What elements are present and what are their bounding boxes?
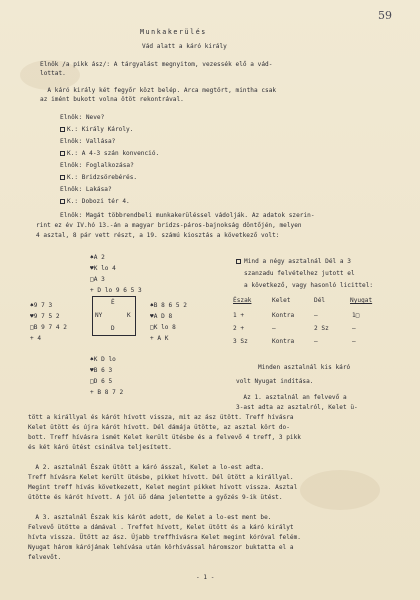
dialogue-line: Elnök: Vallása? [60,138,116,145]
checkbox-square [60,151,65,156]
paragraph-line: és két káró ütést csinálva teljesített. [28,444,172,451]
dialogue-line: K.: A 4-3 szán konvenció. [60,150,159,157]
paragraph-line: Megint treff hívás következett, Kelet megint pikket hívott vissza. Asztal [28,484,298,491]
intro-line: lottat. [40,70,66,77]
east-diamonds: □K lo 8 [150,324,176,331]
lead-text-line: Minden asztalnál kis káró [258,364,351,371]
west-hearts: ♥9 7 5 2 [30,313,60,320]
north-spades: ♠A 2 [90,254,105,261]
north-diamonds: □A 3 [90,276,105,283]
paragraph-line: felvevőt. [28,554,62,561]
checkbox-square [60,175,65,180]
compass-east: K [127,312,131,319]
dialogue-line: Elnök: Lakása? [60,186,112,193]
east-hearts: ♥A D 8 [150,313,173,320]
right-text-line: Mind a négy asztalnál Dél a 3 [244,258,351,265]
compass-west: NY [95,312,103,319]
east-spades: ♠B 8 6 5 2 [150,302,187,309]
paragraph-line: tött a királlyal és kárót hívott vissza, mit az ász ütött. Treff hívásra [28,414,294,421]
paragraph-line: ütötte és kárót hívott. A jól üő dáma jelentette a győzés 9-ik ütést. [28,494,283,501]
paragraph-line: Treff hívásra Kelet került ütésbe, pikket hívott. Dél ütött a királlyal. [28,474,294,481]
west-diamonds: □B 9 7 4 2 [30,324,67,331]
south-diamonds: □D 6 5 [90,378,113,385]
west-clubs: + 4 [30,335,42,342]
bid-cell: 1 + [233,312,245,319]
bid-cell: 3 Sz [233,338,248,345]
south-spades: ♠K D lo [90,356,116,363]
right-text-line: szanzadu felvételhez jutott el [244,270,355,277]
paragraph-line: bott. Treff hívásra ismét Kelet került ütésbe és a felvevő 4 treff, 3 pikk [28,434,301,441]
bid-cell: 2 Sz [314,325,329,332]
bid-cell: — [352,338,356,345]
paragraph-line: 4 asztal, 8 pár vett részt, a 19. számú kiosztás a következő volt: [36,232,280,239]
compass-south: D [111,325,115,332]
dialogue-line: K.: Dobozi tér 4. [60,198,130,205]
lead-text-line: volt Nyugat indítása. [236,378,314,385]
paragraph-line: Kelet ütött és újra kárót hívott. Dél dámája ütötte, az asztal kört do- [28,424,290,431]
handwritten-page-number: 59 [378,9,393,22]
paragraph-line: rint ez év IV.hó 13.-án a magyar bridzs-páros-bajnokság döntőjén, melyen [36,222,302,229]
north-hearts: ♥K lo 4 [90,265,116,272]
document-title: Munkakerülés [140,28,207,36]
dialogue-line: Elnök: Foglalkozása? [60,162,134,169]
intro-line: A káró király két fegyőr közt belép. Arca megtört, mintha csak [40,87,277,94]
footer-page-number: - 1 - [196,574,215,581]
paragraph-line: hívta vissza. Ütött az ász. Újabb treffhívásra Kelet megint kóróval felém. [28,534,301,541]
paper-stain [300,470,380,510]
bid-header-east: Kelet [272,297,291,304]
paragraph-line: A 3. asztalnál Észak kis kárót adott, de Kelet a lo-est ment be. [28,514,272,521]
bid-header-north: Észak [233,297,252,304]
paragraph-line: Felvevő ütötte a dámával . Treffet hívott, Kelet ütött és a káró királyt [28,524,294,531]
checkbox-square [60,199,65,204]
west-spades: ♠9 7 3 [30,302,53,309]
dialogue-line: K.: Bridzsörebérés. [60,174,137,181]
bid-cell: 1□ [352,312,360,319]
compass-box [92,296,136,336]
paragraph-line: A 2. asztalnál Észak ütött a káró ásszal, Kelet a lo-est adta. [28,464,265,471]
document-subtitle: Vád alatt a káró király [142,43,227,50]
bid-cell: Kontra [272,312,295,319]
checkbox-square [236,259,241,264]
bid-cell: — [352,325,356,332]
south-hearts: ♥B 6 3 [90,367,113,374]
intro-line: Elnök /a pikk ász/: A tárgyalást megnyitom, vezessék elő a vád- [40,61,273,68]
bid-header-west: Nyugat [350,297,373,304]
north-clubs: + D lo 9 6 5 3 [90,287,142,294]
dialogue-line: K.: Király Károly. [60,126,133,133]
paragraph-line: Elnök: Magát többrendbeli munkakerüléssel vádolják. Az adatok szerin- [60,212,315,219]
paragraph-line: 3-ast adta az asztalról, Kelet ü- [236,404,358,411]
bid-cell: — [314,338,318,345]
south-clubs: + B 8 7 2 [90,389,124,396]
bid-cell: Kontra [272,338,295,345]
compass-north: É [111,299,115,306]
bid-header-south: Dél [314,297,326,304]
bid-cell: — [314,312,318,319]
intro-line: az imént bukott volna ötöt rekontrával. [40,96,184,103]
bid-cell: — [272,325,276,332]
dialogue-line: Elnök: Neve? [60,114,105,121]
checkbox-square [60,127,65,132]
right-text-line: a következő, vagy hasonló licittel: [244,282,374,289]
paragraph-line: Nyugat három kárójának lehívása után körhívással háromszor buktatta el a [28,544,294,551]
east-clubs: + A K [150,335,169,342]
paragraph-line: Az 1. asztalnál an felvevő a [236,394,347,401]
bid-cell: 2 + [233,325,245,332]
